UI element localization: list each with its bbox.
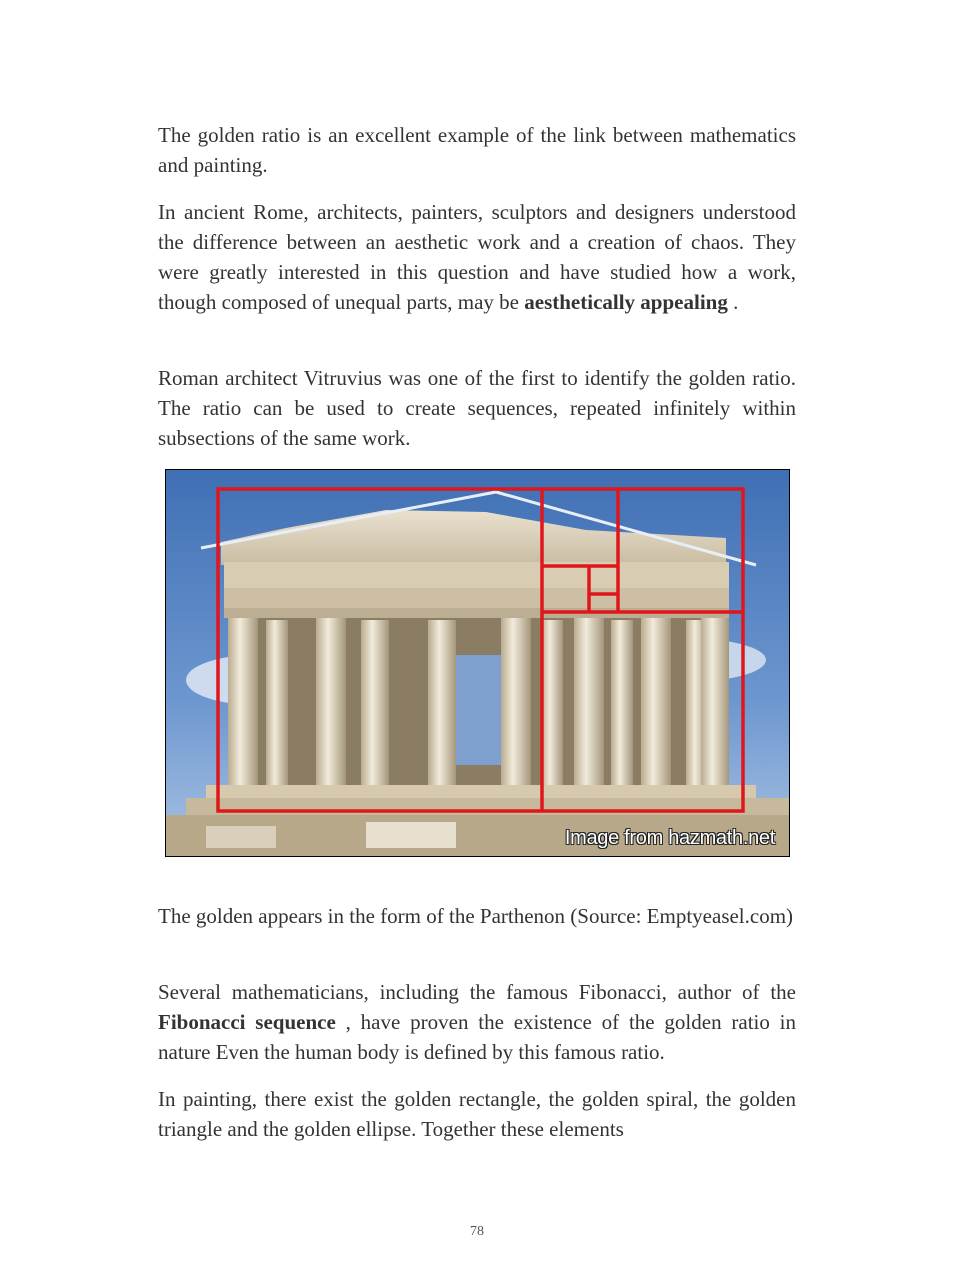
figure-caption — [158, 901, 796, 931]
page-number: 78 — [470, 1224, 484, 1239]
bold-term-aesthetically-appealing: aesthetically appealing — [524, 290, 728, 314]
paragraph-text: . — [727, 290, 739, 314]
paragraph-text: In ancient Rome, architects, painters, sculptors and designers understood the difference between an aesthetic work and a creation of chaos. They were greatly interested in this question and have studied how a work, though composed of unequal parts, may be — [158, 200, 796, 314]
image-watermark: Image from hazmath.net — [564, 827, 775, 849]
paragraph-text: Roman architect Vitruvius was one of the first to identify the golden ratio. The ratio can be used to create sequences, repeated infinitely within subsections of the same work. — [158, 366, 796, 450]
architrave — [224, 588, 729, 610]
paragraph-fibonacci — [158, 977, 796, 1067]
parthenon-golden-ratio-figure — [165, 469, 790, 857]
rubble-block — [366, 822, 456, 848]
paragraph-ancient-rome — [158, 197, 796, 317]
paragraph-vitruvius — [158, 363, 796, 453]
frieze — [224, 562, 729, 590]
paragraph-golden-ratio-intro — [158, 120, 796, 180]
paragraph-text: The golden appears in the form of the Parthenon (Source: Emptyeasel.com) — [158, 904, 794, 928]
steps — [186, 798, 789, 816]
paragraph-text: In painting, there exist the golden rectangle, the golden spiral, the golden triangle and the golden ellipse. Together these elements — [158, 1087, 796, 1141]
paragraph-text: The golden ratio is an excellent example of the link between mathematics and painting. — [158, 123, 796, 177]
paragraph-painting — [158, 1084, 796, 1144]
rubble-block — [206, 826, 276, 848]
parthenon-illustration — [166, 470, 789, 856]
stylobate — [206, 785, 756, 799]
paragraph-text: , have proven the existence of the golden ratio in nature Even the human body is defined by this famous ratio. — [158, 1010, 797, 1064]
bold-term-fibonacci-sequence: Fibonacci sequence — [158, 1010, 336, 1034]
paragraph-text: Several mathematicians, including the famous Fibonacci, author of the — [158, 980, 796, 1004]
